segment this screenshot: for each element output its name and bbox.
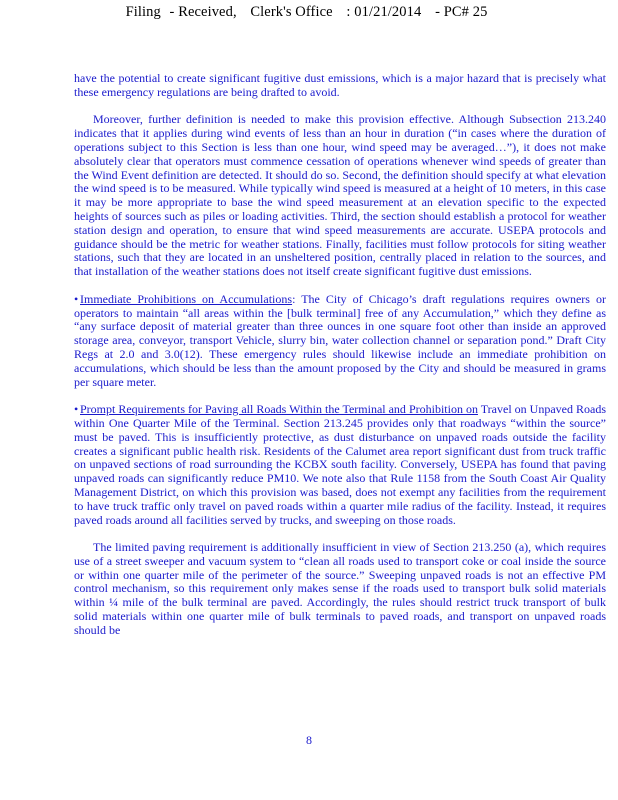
paragraph-continuation: have the potential to create significant fugitive dust emissions, which is a major hazard that is precisely what these emergency regulations are being drafted to avoid. xyxy=(74,71,606,99)
paragraph-accumulations xyxy=(74,293,606,390)
header-filing: Filing xyxy=(125,4,161,20)
bullet-icon: • xyxy=(74,291,79,306)
paragraph-limited-paving: The limited paving requirement is additionally insufficient in view of Section 213.250 (a), which requires use of a street sweeper and vacuum system to “clean all roads used to transport coke or coal inside the source or within one quarter mile of the perimeter of the source.” Sweeping unpaved roads is not an effective PM control mechanism, so this requirement only makes sense if the roads used to transport bulk solid materials within ¼ mile of the bulk terminal are paved. Accordingly, the rules should restrict truck transport of bulk solid materials within one quarter mile of bulk terminals to paved roads, and transport on unpaved roads should be xyxy=(74,540,606,637)
page-number: 8 xyxy=(306,733,312,747)
paragraph-wind-definition: Moreover, further definition is needed to make this provision effective. Although Subsection 213.240 indicates that it applies during wind events of less than an hour in duration (“in cases where the duration of operations subject to this Section is less than one hour, wind speed may be averaged…”), it does not make absolutely clear that operators must commence cessation of operations whenever wind speeds of greater than the Wind Event definition are detected. It should do so. Second, the definition should specify at what elevation the wind speed is to be measured. While typically wind speed is measured at a height of 10 meters, in this case it may be more appropriate to base the wind speed measurement at an elevation specific to the expected heights of sources such as piles or loading activities. Third, the section should establish a protocol for weather station design and operation, to ensure that wind speed measurements are accurate. USEPA protocols and guidance should be the metric for weather stations. Finally, facilities must follow protocols for siting weather stations, such that they are located in an unsheltered position, centrally placed in relation to the sources, and that installation of the weather stations does not itself create significant fugitive dust emissions. xyxy=(74,112,606,279)
header-pc-number: - PC# 25 xyxy=(435,4,488,20)
bullet-icon: • xyxy=(74,402,79,417)
text-accumulations: : The City of Chicago’s draft regulations requires owners or operators to maintain “all areas within the [bulk terminal] free of any Accumulation,” which they define as “any surface deposit of material greater than three ounces in one square foot other than inside an approved storage area, conveyor, transport Vehicle, slurry bin, water collection channel or separation pond.” Draft City Regs at 2.0 and 3.0(12). These emergency rules should likewise include an immediate prohibition on accumulations, which should be less than the amount proposed by the City and should be measured in grams per square meter. xyxy=(74,291,606,389)
header-received: - Received, xyxy=(169,4,237,20)
paragraph-paving xyxy=(74,403,606,527)
header-date: : 01/21/2014 xyxy=(346,4,422,20)
header-office: Clerk's Office xyxy=(250,4,333,20)
heading-accumulations: Immediate Prohibitions on Accumulations xyxy=(80,291,293,306)
document-body xyxy=(74,72,606,651)
filing-stamp-header xyxy=(0,4,618,21)
text-paving: Travel on Unpaved Roads within One Quarter Mile of the Terminal. Section 213.245 provides only that roadways “within the source” must be paved. This is insufficiently protective, as dust disturbance on unpaved roads outside the facility creates a significant public health risk. Residents of the Calumet area report significant dust from truck traffic on unpaved sections of road surrounding the KCBX south facility. Conversely, USEPA has found that paving unpaved roads can significantly reduce PM10. We note also that Rule 1158 from the South Coast Air Quality Management District, on which this provision was based, does not exempt any facilities from the requirement to have truck traffic only travel on paved roads within a quarter mile radius of the facility. Instead, it requires paved roads around all facilities served by trucks, and sweeping on those roads. xyxy=(74,402,606,527)
heading-paving: Prompt Requirements for Paving all Roads Within the Terminal and Prohibition on xyxy=(80,402,478,417)
